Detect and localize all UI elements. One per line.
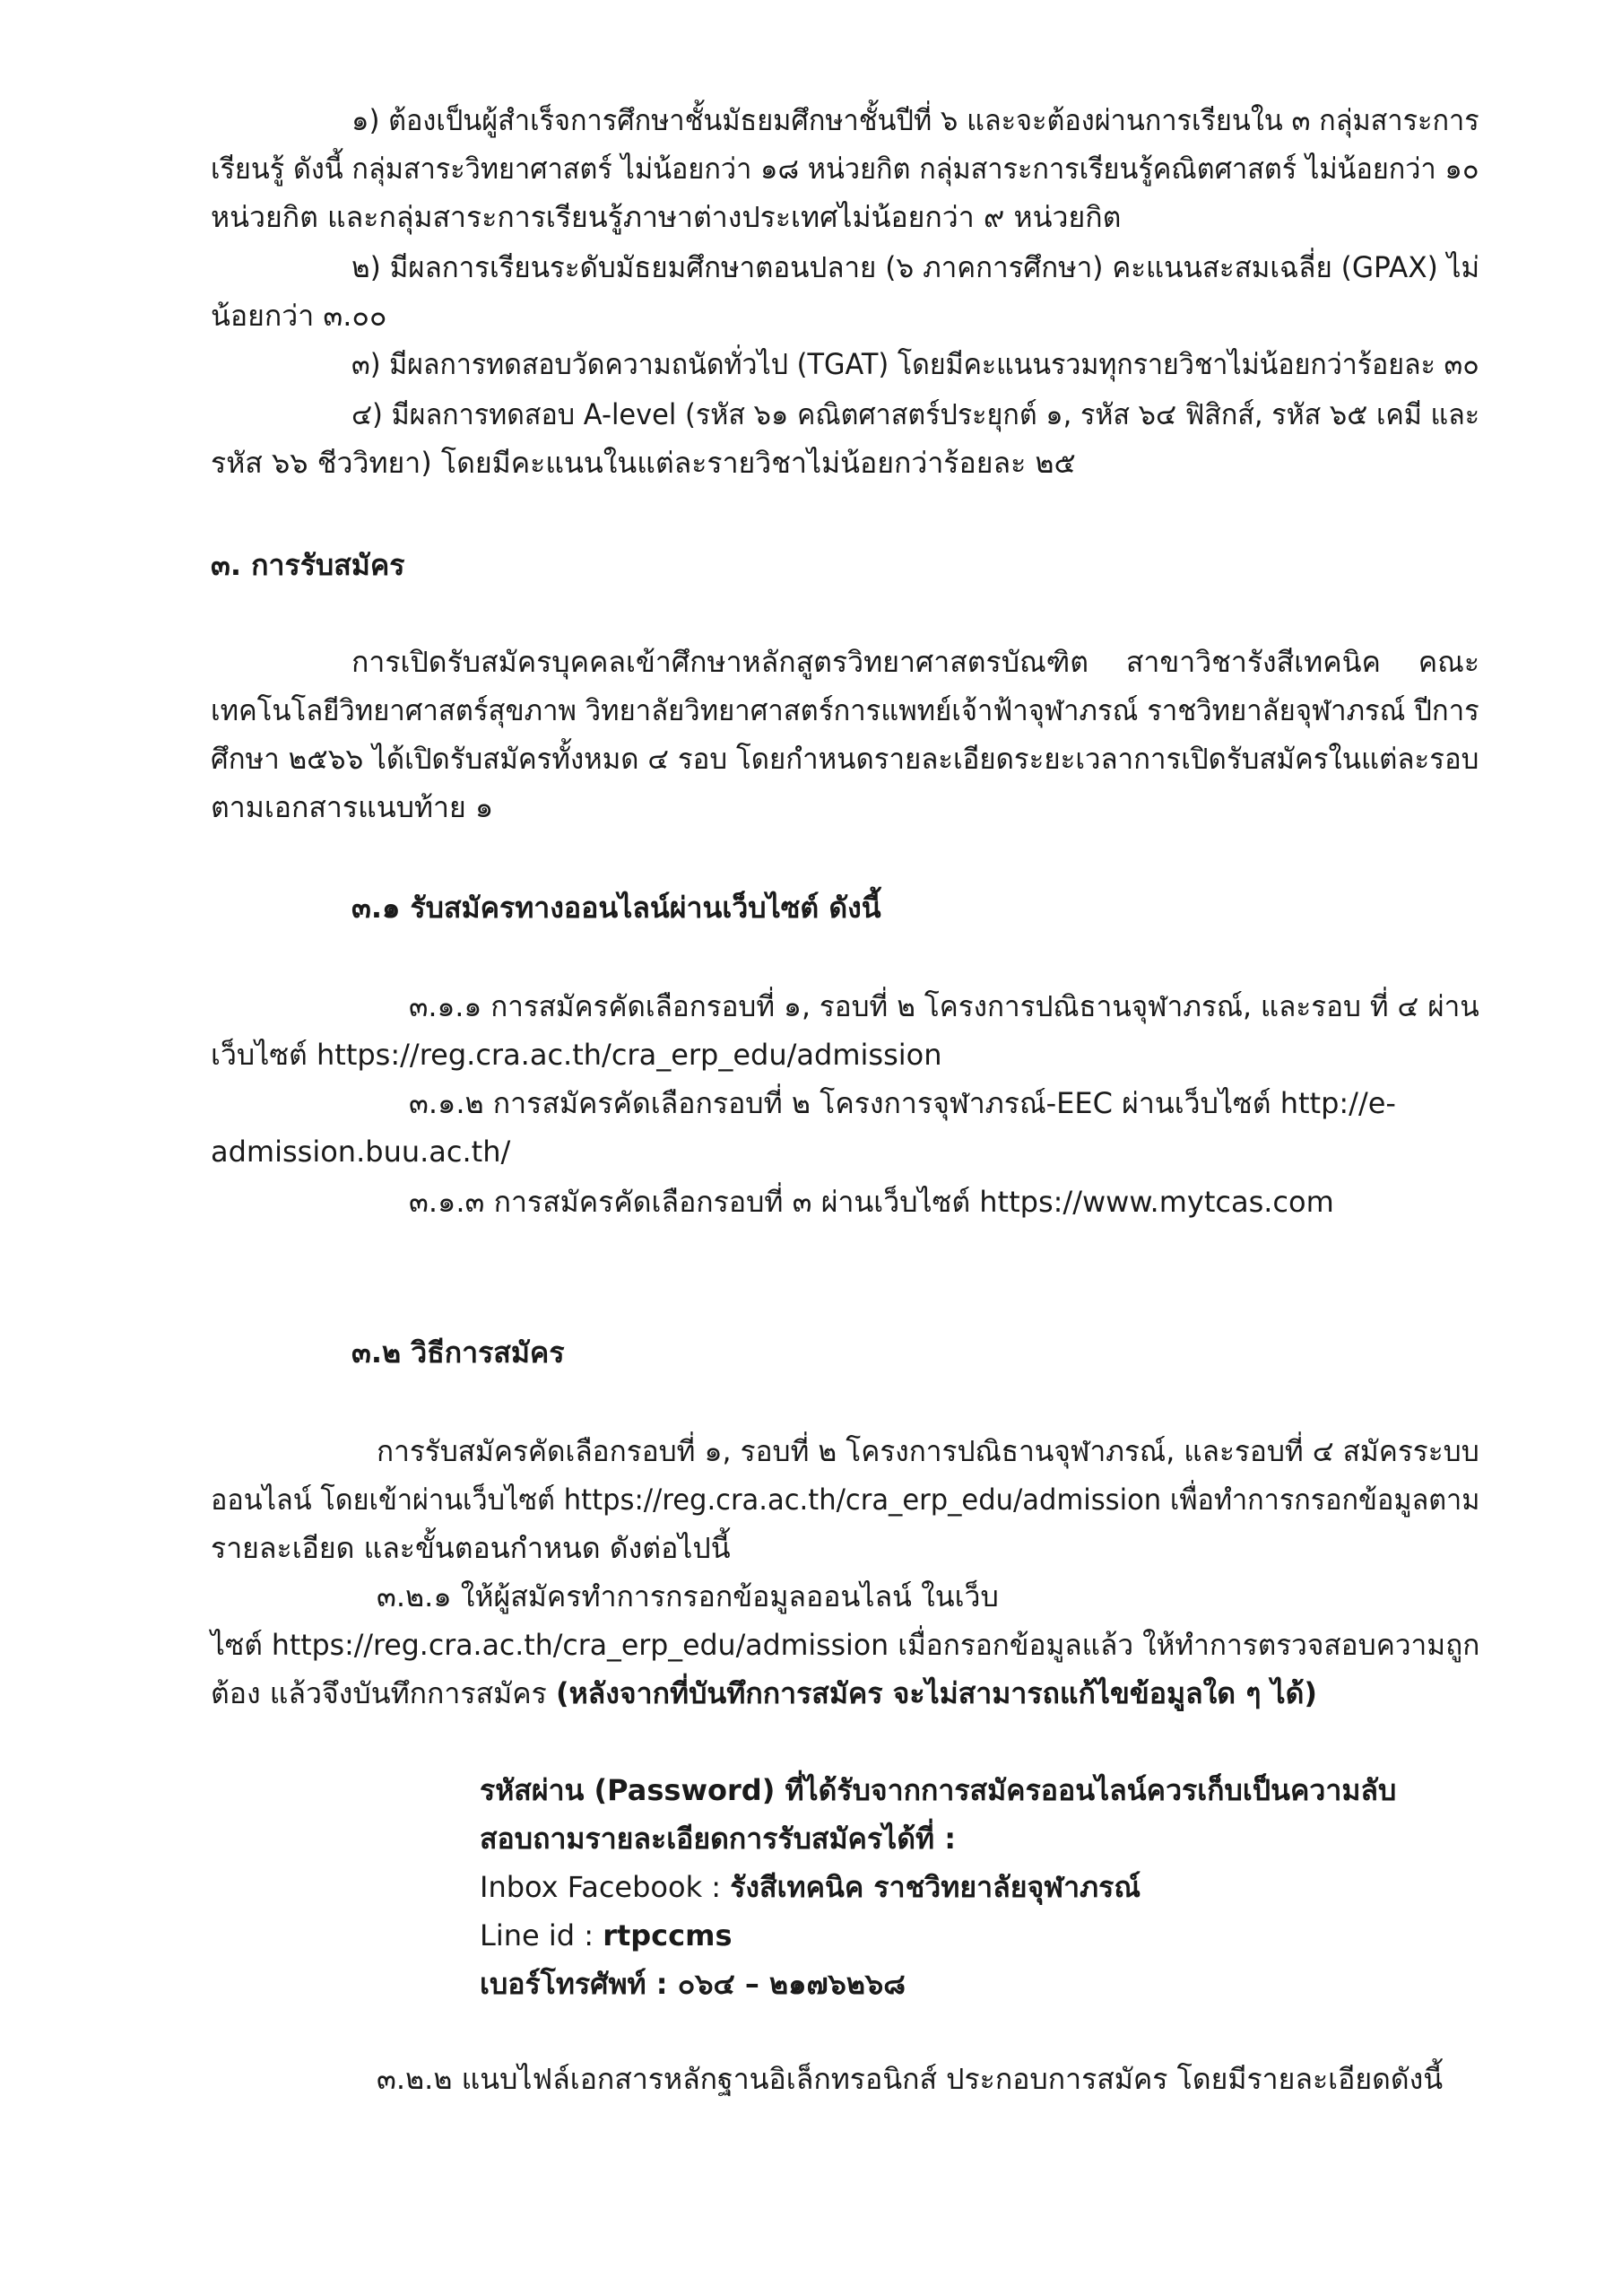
inquiry-heading: สอบถามรายละเอียดการรับสมัครได้ที่ : [480,1822,957,1856]
item-3-1-1-line-1: ๓.๑.๑ การสมัครคัดเลือกรอบที่ ๑, รอบที่ ๒ โครงการปณิธานจุฬาภรณ์, และรอบ ที่ ๔ ผ่าน [409,989,1479,1023]
facebook-contact [480,1867,1141,1907]
phone-label: เบอร์โทรศัพท์ : [480,1967,678,2001]
intro-phrase-1: การเปิดรับสมัครบุคคลเข้าศึกษาหลักสูตรวิทยาศาสตรบัณฑิต [351,645,1089,679]
criterion-4-line-1: ๔) มีผลการทดสอบ A-level (รหัส ๖๑ คณิตศาสตร์ประยุกต์ ๑, รหัส ๖๔ ฟิสิกส์, รหัส ๖๕ เคมี และ [351,397,1480,431]
criterion-2-line-2: น้อยกว่า ๓.๐๐ [211,299,387,333]
item-3-1-3-line-1: ๓.๑.๓ การสมัครคัดเลือกรอบที่ ๓ ผ่านเว็บไซต์ https://www.mytcas.com [409,1185,1334,1219]
criterion-3-line-1: ๓) มีผลการทดสอบวัดความถนัดทั่วไป (TGAT) โดยมีคะแนนรวมทุกรายวิชาไม่น้อยกว่าร้อยละ ๓๐ [351,347,1479,381]
step-3-2-2-line-1: ๓.๒.๒ แนบไฟล์เอกสารหลักฐานอิเล็กทรอนิกส์ ประกอบการสมัคร โดยมีรายละเอียดดังนี้ [377,2062,1444,2096]
section-3-2-heading: ๓.๒ วิธีการสมัคร [351,1335,565,1370]
item-3-1-2-line-1: ๓.๑.๒ การสมัครคัดเลือกรอบที่ ๒ โครงการจุฬาภรณ์-EEC ผ่านเว็บไซต์ http://e- [409,1086,1396,1120]
line-id-contact [480,1916,733,1955]
section-3-intro-line-3: ศึกษา ๒๕๖๖ ได้เปิดรับสมัครทั้งหมด ๔ รอบ โดยกำหนดรายละเอียดระยะเวลาการเปิดรับสมัครในแต่ละรอบ [211,742,1479,776]
step-3-2-1-text: ต้อง แล้วจึงบันทึกการสมัคร [211,1676,556,1710]
criterion-2-line-1: ๒) มีผลการเรียนระดับมัธยมศึกษาตอนปลาย (๖ ภาคการศึกษา) คะแนนสะสมเฉลี่ย (GPAX) ไม่ [351,250,1480,284]
intro-phrase-3: คณะ [1418,645,1479,679]
phone-contact [480,1964,906,2004]
step-3-2-1-line-2: ไซต์ https://reg.cra.ac.th/cra_erp_edu/admission เมื่อกรอกข้อมูลแล้ว ให้ทำการตรวจสอบความถูก [211,1628,1480,1662]
section-3-intro-line-1 [351,642,1479,682]
section-3-intro-line-2: เทคโนโลยีวิทยาศาสตร์สุขภาพ วิทยาลัยวิทยาศาสตร์การแพทย์เจ้าฟ้าจุฬาภรณ์ ราชวิทยาลัยจุฬาภรณ์ ปีการ [211,693,1479,727]
line-id-label: Line id : [480,1918,603,1952]
step-3-2-1-line-3 [211,1674,1317,1713]
criterion-1-line-3: หน่วยกิต และกลุ่มสาระการเรียนรู้ภาษาต่างประเทศไม่น้อยกว่า ๙ หน่วยกิต [211,200,1122,234]
section-3-heading: ๓. การรับสมัคร [211,548,405,582]
step-3-2-1-warning: (หลังจากที่บันทึกการสมัคร จะไม่สามารถแก้ไขข้อมูลใด ๆ ได้) [555,1676,1318,1710]
facebook-value: รังสีเทคนิค ราชวิทยาลัยจุฬาภรณ์ [730,1870,1141,1904]
section-3-2-intro-line-2: ออนไลน์ โดยเข้าผ่านเว็บไซต์ https://reg.cra.ac.th/cra_erp_edu/admission เพื่อทำการกรอกข้อมูลตาม [211,1483,1480,1517]
criterion-4-line-2: รหัส ๖๖ ชีววิทยา) โดยมีคะแนนในแต่ละรายวิชาไม่น้อยกว่าร้อยละ ๒๕ [211,446,1076,480]
password-note: รหัสผ่าน (Password) ที่ได้รับจากการสมัครออนไลน์ควรเก็บเป็นความลับ [480,1773,1397,1807]
criterion-1-line-2: เรียนรู้ ดังนี้ กลุ่มสาระวิทยาศาสตร์ ไม่น้อยกว่า ๑๘ หน่วยกิต กลุ่มสาระการเรียนรู้คณิตศาสตร์ ไม่น้อยกว่า ๑๐ [211,152,1479,186]
item-3-1-2-line-2: admission.buu.ac.th/ [211,1135,511,1169]
section-3-2-intro-line-3: รายละเอียด และขั้นตอนกำหนด ดังต่อไปนี้ [211,1531,731,1565]
item-3-1-1-line-2: เว็บไซต์ https://reg.cra.ac.th/cra_erp_edu/admission [211,1038,942,1072]
facebook-label: Inbox Facebook : [480,1870,731,1904]
section-3-intro-line-4: ตามเอกสารแนบท้าย ๑ [211,790,494,824]
criterion-1-line-1: ๑) ต้องเป็นผู้สำเร็จการศึกษาชั้นมัธยมศึกษาชั้นปีที่ ๖ และจะต้องผ่านการเรียนใน ๓ กลุ่มสาระการ [351,103,1479,137]
phone-value: ๐๖๔ – ๒๑๗๖๒๖๘ [677,1967,906,2001]
intro-phrase-2: สาขาวิชารังสีเทคนิค [1125,645,1381,679]
line-id-value: rtpccms [603,1918,733,1952]
step-3-2-1-line-1: ๓.๒.๑ ให้ผู้สมัครทำการกรอกข้อมูลออนไลน์ ในเว็บ [377,1579,999,1613]
section-3-2-intro-line-1: การรับสมัครคัดเลือกรอบที่ ๑, รอบที่ ๒ โครงการปณิธานจุฬาภรณ์, และรอบที่ ๔ สมัครระบบ [377,1434,1479,1468]
section-3-1-heading: ๓.๑ รับสมัครทางออนไลน์ผ่านเว็บไซต์ ดังนี้ [351,891,881,925]
